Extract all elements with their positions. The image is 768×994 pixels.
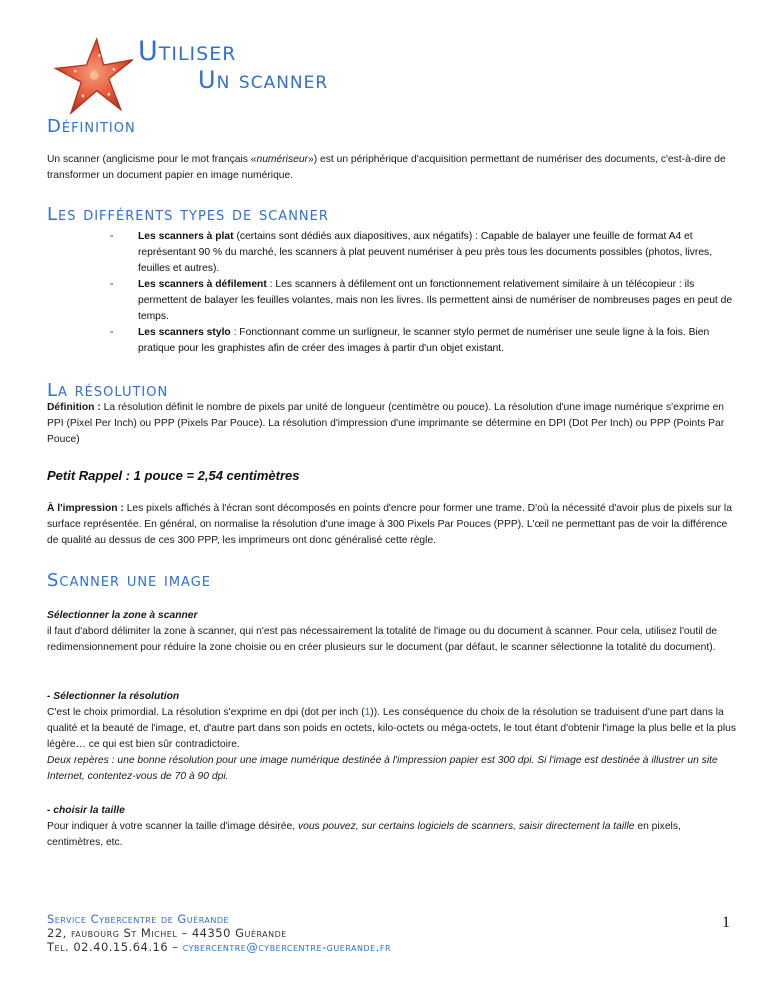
heading-resolution: La résolution — [47, 380, 169, 401]
list-item: - Les scanners stylo : Fonctionnant comme un surligneur, le scanner stylo permet de numériser une seule ligne à la fois. Bien pratique pour les graphistes afin de créer des images à partir d'un objet existant. — [110, 327, 710, 354]
scanner-types-list — [110, 229, 740, 357]
footer-address: 22, faubourg St Michel – 44350 Guérande — [47, 926, 287, 940]
rappel-note: Petit Rappel : 1 pouce = 2,54 centimètres — [47, 468, 300, 483]
starfish-icon — [52, 34, 138, 120]
footer-contact: Tel. 02.40.15.64.16 – cybercentre@cybercentre-guerande.fr — [47, 940, 392, 954]
resolution-definition: Définition : La résolution définit le nombre de pixels par unité de longueur (centimètre ou pouce). La résolution d'une image numérique s'exprime en PPI (Pixel Per Inch) ou PPP (Pixels Par Pouce). La résolution d'impression d'une imprimante se détermine en DPI (Dot Per Inch) ou PPP (Points Par Pouce) — [47, 402, 725, 445]
size-paragraph: Pour indiquer à votre scanner la taille d'image désirée, vous pouvez, sur certains logiciels de scanners, saisir directement la taille en pixels, centimètres, etc. — [47, 821, 681, 848]
footer-email-link[interactable]: cybercentre@cybercentre-guerande.fr — [182, 940, 392, 954]
footnote-link[interactable]: 1 — [364, 707, 371, 718]
zone-paragraph: il faut d'abord délimiter la zone à scanner, qui n'est pas nécessairement la totalité de l'image ou du document à scanner. Pour cela, utilisez l'outil de redimensionnement pour réduire la zone choisie ou en créer plusieurs sur le document (par défaut, le scanner sélectionne la totalité du document). — [47, 626, 718, 653]
footer-line1: Service Cybercentre de Guérande — [47, 912, 230, 926]
size-title: - choisir la taille — [47, 805, 125, 816]
heading-scan: Scanner une image — [47, 570, 211, 591]
zone-title: Sélectionner la zone à scanner — [47, 610, 198, 621]
definition-paragraph: Un scanner (anglicisme pour le mot français «numériseur») est un périphérique d'acquisition permettant de numériser des documents, c'est-à-dire de transformer un document papier en image numérique. — [47, 154, 726, 181]
impression-paragraph: À l'impression : Les pixels affichés à l'écran sont décomposés en points d'encre pour former une trame. D'où la nécessité d'avoir plus de pixels sur la surface représentée. En général, on normalise la résolution d'une image à 300 Pixels Par Pouces (PPP). L'œil ne permettant pas de voir la différence de qualité au dessus de ces 300 PPP, les imprimeurs ont donc généralisé cette règle. — [47, 503, 732, 546]
page-number: 1 — [722, 914, 730, 931]
resolution-note: Deux repères : une bonne résolution pour une image numérique destinée à l'impression papier est 300 dpi. Si l'image est destinée à illustrer un site Internet, contentez-vous de 70 à 90 dpi. — [47, 755, 718, 782]
list-item: - Les scanners à plat (certains sont dédiés aux diapositives, aux négatifs) : Capable de balayer une feuille de format A4 et représentant 90 % du marché, les scanners à plat peuvent numériser à peu près tous les documents possibles (photos, livres, feuilles et autres). — [110, 231, 713, 274]
resolution-paragraph: C'est le choix primordial. La résolution s'exprime en dpi (dot per inch (1)). Les conséquence du choix de la résolution se traduisent d'une part dans la qualité et la beauté de l'image, et, d'autre part dans son poids en octets, kilo-octets ou méga-octets, le tout étant d'obtenir l'image la plus belle et la plus légère… ce qui est bien sûr contradictoire. — [47, 707, 737, 750]
heading-types: Les différents types de scanner — [47, 204, 329, 225]
heading-definition: Définition — [47, 116, 136, 137]
doc-title: Utiliser — [138, 36, 237, 67]
doc-subtitle: Un scanner — [198, 66, 329, 94]
footer — [47, 912, 391, 954]
list-item: - Les scanners à défilement : Les scanners à défilement ont un fonctionnement relativement similaire à un télécopieur : ils permettent de balayer les feuilles volantes, mais non les livres. Ils permettent ainsi de numériser de nombreuses pages en peut de temps. — [110, 279, 733, 322]
resolution-title: - Sélectionner la résolution — [47, 691, 180, 702]
